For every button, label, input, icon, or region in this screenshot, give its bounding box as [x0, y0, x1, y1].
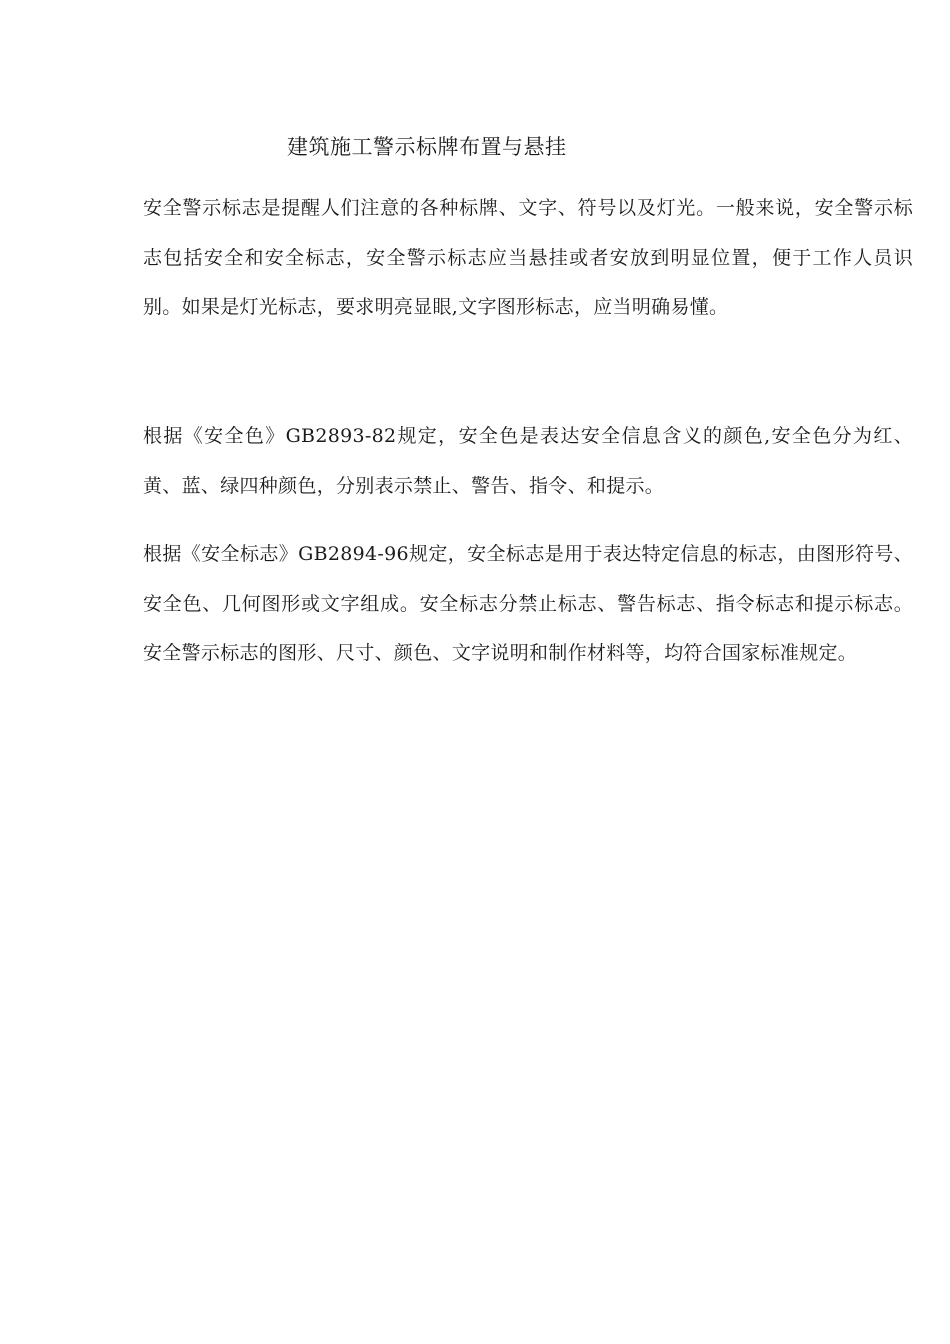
paragraph-safety-signs-standard: 根据《安全标志》GB2894-96规定，安全标志是用于表达特定信息的标志，由图形符号、安全色、几何图形或文字组成。安全标志分禁止标志、警告标志、指令标志和提示标志。安全警示标志的图形、尺寸、颜色、文字说明和制作材料等，均符合国家标准规定。	[143, 543, 913, 664]
document-title: 建筑施工警示标牌布置与悬挂	[287, 135, 567, 159]
paragraph-safety-signs-intro: 安全警示标志是提醒人们注意的各种标牌、文字、符号以及灯光。一般来说，安全警示标志包括安全和安全标志，安全警示标志应当悬挂或者安放到明显位置，便于工作人员识别。如果是灯光标志，要求明亮显眼,文字图形标志，应当明确易懂。	[143, 197, 913, 318]
paragraph-safety-colors: 根据《安全色》GB2893-82规定，安全色是表达安全信息含义的颜色,安全色分为红、黄、蓝、绿四种颜色，分别表示禁止、警告、指令、和提示。	[143, 425, 913, 497]
